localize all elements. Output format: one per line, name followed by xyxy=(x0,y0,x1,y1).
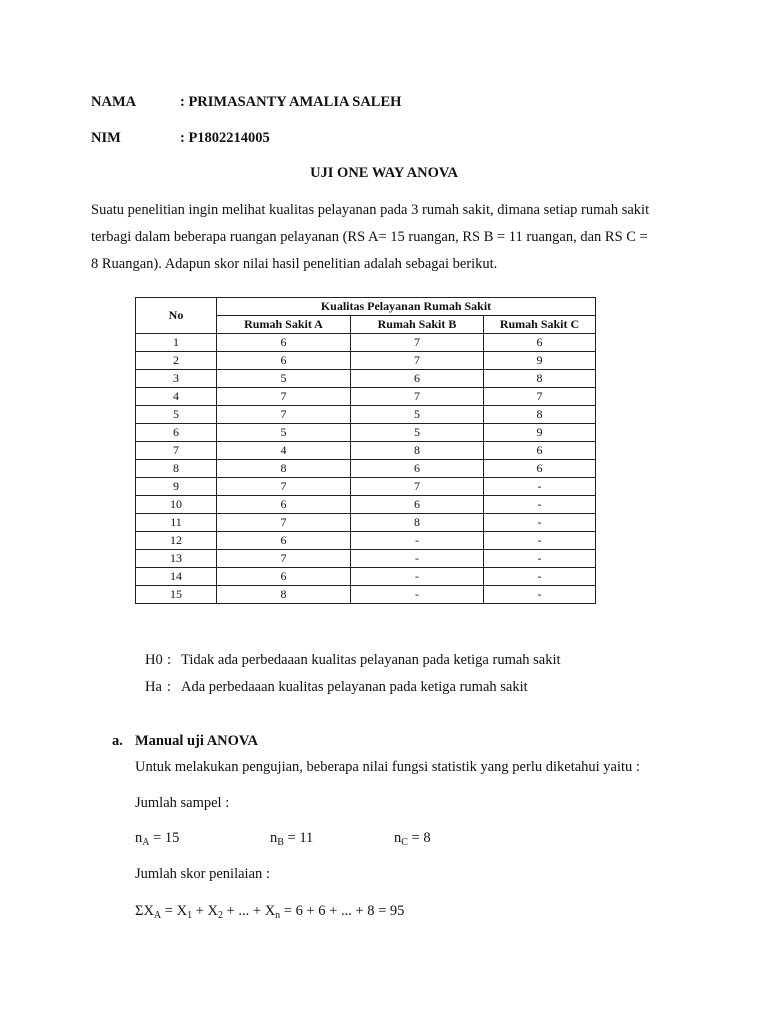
cell-no: 14 xyxy=(136,568,217,586)
ha-text: Ada perbedaaan kualitas pelayanan pada ketiga rumah sakit xyxy=(181,679,528,695)
h0-colon: : xyxy=(167,652,172,668)
hypothesis-ha xyxy=(145,679,528,696)
cell-rs-b: 7 xyxy=(351,388,484,406)
cell-rs-a: 8 xyxy=(217,460,351,478)
cell-rs-c: 6 xyxy=(484,334,596,352)
cell-no: 2 xyxy=(136,352,217,370)
cell-rs-c: - xyxy=(484,586,596,604)
table-row xyxy=(136,352,596,370)
cell-rs-c: 6 xyxy=(484,460,596,478)
section-a-marker: a. xyxy=(112,733,123,749)
cell-no: 1 xyxy=(136,334,217,352)
formula-sub-n: n xyxy=(275,910,281,921)
cell-no: 3 xyxy=(136,370,217,388)
cell-no: 15 xyxy=(136,586,217,604)
cell-rs-a: 7 xyxy=(217,388,351,406)
cell-rs-a: 5 xyxy=(217,370,351,388)
cell-rs-a: 6 xyxy=(217,532,351,550)
cell-rs-a: 6 xyxy=(217,568,351,586)
cell-rs-b: 6 xyxy=(351,496,484,514)
nim-label: NIM xyxy=(91,130,121,146)
cell-rs-b: 5 xyxy=(351,424,484,442)
cell-rs-c: - xyxy=(484,496,596,514)
cell-rs-c: 7 xyxy=(484,388,596,406)
cell-rs-c: - xyxy=(484,478,596,496)
cell-rs-a: 7 xyxy=(217,478,351,496)
cell-no: 12 xyxy=(136,532,217,550)
intro-line-3: 8 Ruangan). Adapun skor nilai hasil penelitian adalah sebagai berikut. xyxy=(91,256,498,272)
cell-rs-b: 7 xyxy=(351,334,484,352)
cell-rs-c: - xyxy=(484,514,596,532)
cell-rs-c: - xyxy=(484,532,596,550)
cell-no: 7 xyxy=(136,442,217,460)
header-group: Kualitas Pelayanan Rumah Sakit xyxy=(217,298,596,316)
cell-rs-c: 6 xyxy=(484,442,596,460)
cell-no: 4 xyxy=(136,388,217,406)
data-table xyxy=(135,297,596,604)
score-label: Jumlah skor penilaian : xyxy=(135,866,270,882)
h0-text: Tidak ada perbedaaan kualitas pelayanan pada ketiga rumah sakit xyxy=(181,652,561,668)
cell-rs-b: 6 xyxy=(351,460,484,478)
cell-rs-b: 7 xyxy=(351,478,484,496)
n-c-sub: C xyxy=(401,837,408,848)
n-b-symbol: n xyxy=(270,830,278,846)
sum-formula xyxy=(135,903,404,920)
cell-rs-a: 8 xyxy=(217,586,351,604)
table-row xyxy=(136,442,596,460)
formula-sub-2: 2 xyxy=(217,910,223,921)
cell-no: 9 xyxy=(136,478,217,496)
table-row xyxy=(136,424,596,442)
cell-rs-c: 8 xyxy=(484,406,596,424)
n-c xyxy=(394,830,431,847)
n-a-value: = 15 xyxy=(149,830,180,846)
formula-sigma: ΣX xyxy=(135,903,154,919)
nama-value: : PRIMASANTY AMALIA SALEH xyxy=(180,94,402,110)
cell-rs-b: - xyxy=(351,586,484,604)
section-a-intro: Untuk melakukan pengujian, beberapa nilai fungsi statistik yang perlu diketahui yaitu : xyxy=(135,759,640,775)
n-b-value: = 11 xyxy=(283,830,314,846)
n-c-value: = 8 xyxy=(407,830,431,846)
intro-line-2: terbagi dalam beberapa ruangan pelayanan (RS A= 15 ruangan, RS B = 11 ruangan, dan RS C = xyxy=(91,229,648,245)
header-rs-b: Rumah Sakit B xyxy=(351,316,484,334)
section-a-heading: Manual uji ANOVA xyxy=(135,733,259,749)
cell-rs-a: 6 xyxy=(217,352,351,370)
cell-rs-c: - xyxy=(484,550,596,568)
cell-rs-b: 8 xyxy=(351,514,484,532)
table-row xyxy=(136,496,596,514)
hypothesis-h0 xyxy=(145,652,561,669)
cell-no: 6 xyxy=(136,424,217,442)
cell-rs-c: 9 xyxy=(484,424,596,442)
n-a-symbol: n xyxy=(135,830,143,846)
cell-no: 10 xyxy=(136,496,217,514)
cell-rs-b: - xyxy=(351,568,484,586)
cell-rs-a: 7 xyxy=(217,550,351,568)
table-row xyxy=(136,388,596,406)
cell-rs-c: 9 xyxy=(484,352,596,370)
intro-line-1: Suatu penelitian ingin melihat kualitas pelayanan pada 3 rumah sakit, dimana setiap rumah sakit xyxy=(91,202,650,218)
n-b-sub: B xyxy=(277,837,284,848)
table-row xyxy=(136,514,596,532)
ha-colon: : xyxy=(167,679,172,695)
table-row xyxy=(136,550,596,568)
cell-rs-c: 8 xyxy=(484,370,596,388)
cell-rs-a: 4 xyxy=(217,442,351,460)
table-row xyxy=(136,370,596,388)
nim-value: : P1802214005 xyxy=(180,130,270,146)
cell-no: 13 xyxy=(136,550,217,568)
table-row xyxy=(136,586,596,604)
cell-rs-a: 6 xyxy=(217,496,351,514)
cell-rs-c: - xyxy=(484,568,596,586)
cell-rs-b: 6 xyxy=(351,370,484,388)
cell-rs-b: - xyxy=(351,532,484,550)
cell-rs-a: 6 xyxy=(217,334,351,352)
header-no: No xyxy=(136,298,217,334)
cell-rs-b: 7 xyxy=(351,352,484,370)
header-rs-a: Rumah Sakit A xyxy=(217,316,351,334)
table-body xyxy=(136,334,596,604)
cell-no: 5 xyxy=(136,406,217,424)
cell-rs-a: 7 xyxy=(217,514,351,532)
cell-rs-b: - xyxy=(351,550,484,568)
formula-eq: = X xyxy=(161,903,188,919)
table-row xyxy=(136,334,596,352)
cell-rs-b: 8 xyxy=(351,442,484,460)
cell-rs-a: 7 xyxy=(217,406,351,424)
cell-no: 11 xyxy=(136,514,217,532)
h0-key: H0 xyxy=(145,652,163,668)
sample-label: Jumlah sampel : xyxy=(135,795,230,811)
n-a xyxy=(135,830,179,847)
table-row xyxy=(136,406,596,424)
formula-sub-1: 1 xyxy=(187,910,193,921)
cell-no: 8 xyxy=(136,460,217,478)
page-title: UJI ONE WAY ANOVA xyxy=(310,165,458,181)
table-row xyxy=(136,568,596,586)
nama-label: NAMA xyxy=(91,94,137,110)
intro-paragraph xyxy=(91,197,691,278)
table-row xyxy=(136,532,596,550)
table-row xyxy=(136,460,596,478)
cell-rs-a: 5 xyxy=(217,424,351,442)
header-rs-c: Rumah Sakit C xyxy=(484,316,596,334)
ha-key: Ha xyxy=(145,679,162,695)
formula-rest: = 6 + 6 + ... + 8 = 95 xyxy=(280,903,405,919)
n-c-symbol: n xyxy=(394,830,402,846)
n-a-sub: A xyxy=(142,837,150,848)
formula-sub-a: A xyxy=(153,910,162,921)
formula-plus: + X xyxy=(192,903,218,919)
table-row xyxy=(136,478,596,496)
n-b xyxy=(270,830,313,847)
formula-mid: + ... + X xyxy=(222,903,276,919)
cell-rs-b: 5 xyxy=(351,406,484,424)
